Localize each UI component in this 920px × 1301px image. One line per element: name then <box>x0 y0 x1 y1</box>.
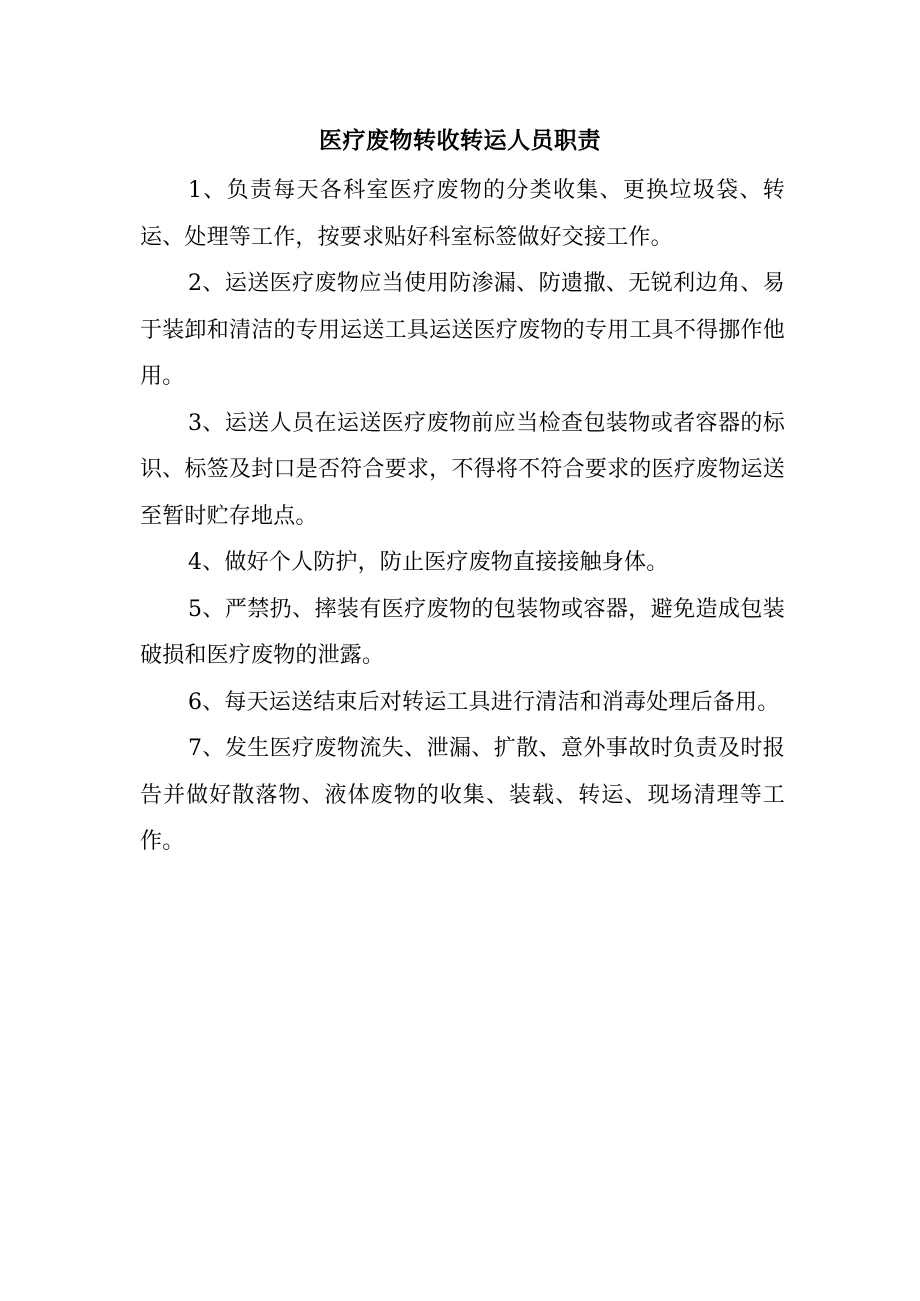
document-title: 医疗废物转收转运人员职责 <box>319 128 601 154</box>
duty-item-2: 2、运送医疗废物应当使用防渗漏、防遗撒、无锐利边角、易于装卸和清洁的专用运送工具运送医疗废物的专用工具不得挪作他用。 <box>140 271 785 389</box>
duty-item-5: 5、严禁扔、摔装有医疗废物的包装物或容器，避免造成包装破损和医疗废物的泄露。 <box>140 596 785 668</box>
duty-item-6: 6、每天运送结束后对转运工具进行清洁和消毒处理后备用。 <box>188 689 780 715</box>
duty-item-1: 1、负责每天各科室医疗废物的分类收集、更换垃圾袋、转运、处理等工作，按要求贴好科室标签做好交接工作。 <box>140 178 785 250</box>
duty-item-7: 7、发生医疗废物流失、泄漏、扩散、意外事故时负责及时报告并做好散落物、液体废物的收集、装载、转运、现场清理等工作。 <box>140 736 785 854</box>
duty-item-3: 3、运送人员在运送医疗废物前应当检查包装物或者容器的标识、标签及封口是否符合要求，不得将不符合要求的医疗废物运送至暂时贮存地点。 <box>140 410 785 529</box>
document-body <box>140 168 785 866</box>
duty-item-4: 4、做好个人防护，防止医疗废物直接接触身体。 <box>188 550 669 575</box>
